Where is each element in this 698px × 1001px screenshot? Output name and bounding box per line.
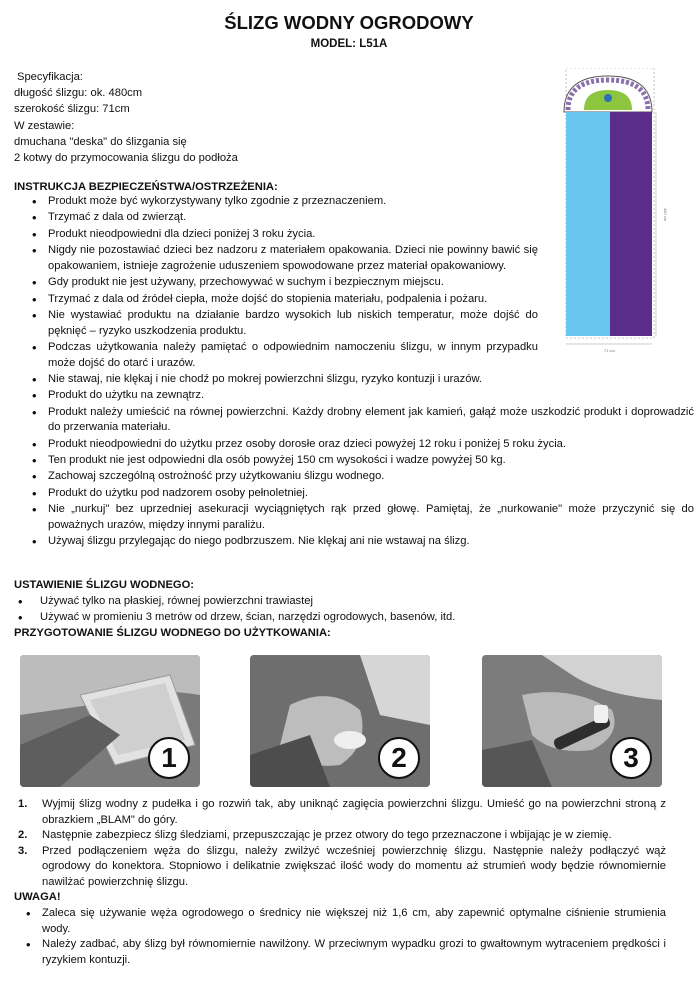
slide-purple-lane: [610, 112, 652, 336]
width-dimension-label: 71 cm: [604, 348, 615, 353]
safety-item: • Nie wystawiać produktu na działanie bardzo wysokich lub niskich temperatur, może dojść do pęknięć – ryzyko uszkodzenia produktu.: [20, 308, 538, 339]
safety-item: • Produkt do użytku na zewnątrz.: [20, 388, 538, 404]
spec-length: długość ślizgu: ok. 480cm: [14, 87, 143, 100]
safety-item: • Trzymać z dala od zwierząt.: [20, 210, 538, 226]
warning-item: • Zaleca się używanie węża ogrodowego o średnicy nie większej niż 1,6 cm, aby zapewnić optymalne ciśnienie strumienia wody.: [14, 906, 666, 937]
safety-item: • Nigdy nie pozostawiać dzieci bez nadzoru z materiałem opakowania. Dzieci nie powinny bawić się opakowaniem, istnieje zagrożenie uduszeniem spowodowane przez materiał opakowaniowy.: [20, 243, 538, 274]
safety-item: • Gdy produkt nie jest używany, przechowywać w suchym i bezpiecznym miejscu.: [20, 275, 538, 291]
prep-step: [14, 844, 666, 891]
safety-item: • Produkt należy umieścić na równej powierzchni. Każdy drobny element jak kamień, gałąź może uszkodzić produkt i doprowadzić do przerwania materiału.: [20, 405, 694, 436]
step-text: Przed podłączeniem węża do ślizgu, należy zwilżyć wcześniej powierzchnię ślizgu. Następnie należy podłączyć wąż ogrodowy do konektora. Stopniowo i delikatnie zwiększać ilość wody do momentu aż strumień wody będzie równomiernie nawilżać powierzchnię ślizgu.: [42, 844, 666, 888]
step-photo-hose: [482, 655, 662, 787]
prep-step: [14, 828, 666, 844]
safety-item: • Produkt nieodpowiedni dla dzieci poniżej 3 roku życia.: [20, 227, 538, 243]
step-text: Wyjmij ślizg wodny z pudełka i go rozwiń tak, aby uniknąć zagięcia powierzchni ślizgu. Umieść go na powierzchni stroną z obrazkiem „BLAM" do góry.: [42, 798, 666, 826]
warning-item: • Należy zadbać, aby ślizg był równomiernie nawilżony. W przeciwnym wypadku grozi to gwałtownym wytraceniem prędkości i ryzykiem kontuzji.: [14, 937, 666, 968]
step-photo-anchor: [250, 655, 430, 787]
safety-item: • Produkt może być wykorzystywany tylko zgodnie z przeznaczeniem.: [20, 194, 538, 210]
safety-item: • Zachowaj szczególną ostrożność przy użytkowaniu ślizgu wodnego.: [20, 469, 694, 485]
step-number-badge: 3: [610, 737, 652, 779]
step-number: 1.: [18, 798, 28, 810]
height-dimension-label: 480 cm: [663, 208, 668, 222]
setup-list: [10, 594, 670, 625]
safety-item: • Produkt do użytku pod nadzorem osoby pełnoletniej.: [20, 486, 694, 502]
safety-item: • Nie stawaj, nie klękaj i nie chodź po mokrej powierzchni ślizgu, ryzyko kontuzji i urazów.: [20, 372, 538, 388]
safety-item: • Trzymać z dala od źródeł ciepła, może dojść do stopienia materiału, podpalenia i pożaru.: [20, 292, 538, 308]
model-label: MODEL: L51A: [310, 38, 388, 50]
prep-steps-list: [14, 797, 666, 891]
spec-set-heading: W zestawie:: [14, 119, 75, 132]
setup-heading: USTAWIENIE ŚLIZGU WODNEGO:: [14, 579, 195, 591]
setup-item: • Używać w promieniu 3 metrów od drzew, ścian, narzędzi ogrodowych, basenów, itd.: [10, 610, 670, 626]
safety-heading: INSTRUKCJA BEZPIECZEŃSTWA/OSTRZEŻENIA:: [14, 181, 278, 193]
spec-width: szerokość ślizgu: 71cm: [14, 103, 130, 116]
step-photo-unroll: [20, 655, 200, 787]
page-title: ŚLIZG WODNY OGRODOWY: [224, 12, 474, 33]
step-text: Następnie zabezpiecz ślizg śledziami, przepuszczając je przez otwory do tego przeznaczone i wbijając je w ziemię.: [42, 829, 612, 842]
warning-heading: UWAGA!: [14, 891, 61, 903]
step-number: 2.: [18, 829, 28, 842]
spec-item-board: dmuchana "deska" do ślizgania się: [14, 135, 187, 148]
spec-item-anchors: 2 kotwy do przymocowania ślizgu do podłoża: [14, 151, 238, 164]
step-number-badge: 2: [378, 737, 420, 779]
slide-blue-lane: [566, 112, 610, 336]
specification-block: [14, 70, 534, 167]
spec-heading: Specyfikacja:: [17, 71, 83, 83]
warning-list: [14, 906, 666, 968]
safety-item: • Używaj ślizgu przylegając do niego podbrzuszem. Nie klękaj ani nie wstawaj na ślizg.: [20, 534, 694, 550]
setup-item: • Używać tylko na płaskiej, równej powierzchni trawiastej: [10, 594, 670, 610]
prep-heading: PRZYGOTOWANIE ŚLIZGU WODNEGO DO UŻYTKOWANIA:: [14, 627, 331, 639]
slide-illustration: [554, 68, 674, 364]
safety-item: • Ten produkt nie jest odpowiedni dla osób powyżej 150 cm wysokości i wadze powyżej 50 kg.: [20, 453, 694, 469]
safety-item: • Produkt nieodpowiedni do użytku przez osoby dorosłe oraz dzieci powyżej 12 roku i poniżej 5 roku życia.: [20, 437, 694, 453]
step-number: 3.: [18, 844, 28, 857]
safety-item: • Nie „nurkuj" bez uprzedniej asekuracji wyciągniętych rąk przed głowę. Pamiętaj, że „nurkowanie" może przyczynić się do poważnych urazów, między innymi paraliżu.: [20, 502, 694, 533]
prep-step: [14, 797, 666, 828]
step-number-badge: 1: [148, 737, 190, 779]
safety-item: • Podczas użytkowania należy pamiętać o odpowiednim namoczeniu ślizgu, w innym przypadku może dojść do otarć i urazów.: [20, 340, 538, 371]
